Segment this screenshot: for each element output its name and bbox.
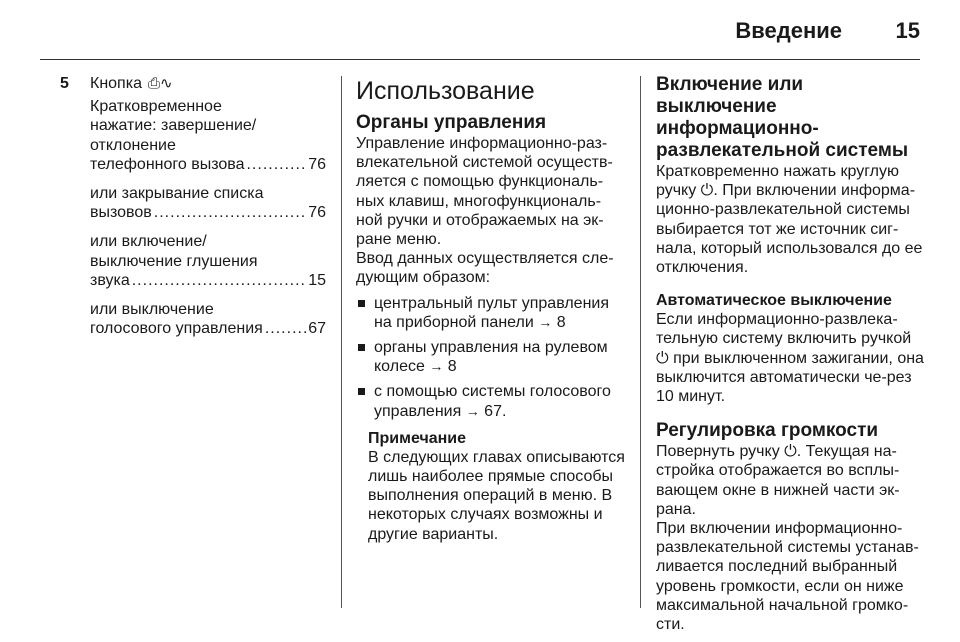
list-item: органы управления на рулевом колесе → 8: [356, 338, 626, 376]
toc-leader-line[interactable]: вызовов ..... 76: [90, 203, 326, 222]
list-item: Кратковременное нажатие: завершение/ отклонение телефонного вызова ..... 76: [64, 97, 326, 174]
phone-end-icon: ⎙∿: [147, 75, 173, 92]
column-divider-1: [341, 76, 342, 608]
page-number: 15: [895, 18, 920, 43]
page-ref-link[interactable]: 67: [308, 320, 326, 338]
column-1: [60, 74, 326, 338]
list-item: с помощью системы голосового управления → 67.: [356, 382, 626, 420]
paragraph: Кратковременно нажать круглую ручку ⏻. При включении информа-ционно-развлекательной системы выбирается тот же источник сиг-нала, который использовался до ее отключения.: [656, 163, 923, 277]
paragraph: При включении информационно-развлекательной системы устанав-ливается последний выбранный уровень громкости, если он ниже максимальной начальной громко-сти.: [656, 520, 919, 634]
paragraph: Ввод данных осуществляется сле-дующим образом:: [356, 250, 614, 287]
list-item: или включение/ выключение глушения звука ..... 15: [64, 232, 326, 290]
toc-leader-line[interactable]: голосового управления ..... 67: [90, 319, 326, 338]
note-box: [356, 429, 626, 544]
section-title: Введение: [735, 18, 842, 43]
button-heading: [64, 74, 326, 93]
button-label: Кнопка: [90, 75, 142, 92]
subsection-title: Регулировка громкости: [656, 420, 879, 442]
paragraph: Управление информационно-раз-влекательной системой осуществ-ляется с помощью функциональ-ных клавиш, многофункциональ-ной ручки и отображаемых на эк-ране меню.: [356, 135, 613, 249]
page-header: [0, 0, 960, 62]
chapter-title: Использование: [356, 77, 535, 105]
page-ref-link[interactable]: 8: [556, 313, 566, 331]
note-text: В следующих главах описываются лишь наиболее прямые способы выполнения операций в меню. В некоторых случаях возможны и другие варианты.: [368, 448, 625, 543]
toc-leader-line[interactable]: телефонного вызова ..... 76: [90, 155, 326, 174]
page-ref-link[interactable]: 76: [308, 155, 326, 173]
list-item: или выключение голосового управления ..... 67: [64, 300, 326, 338]
column-divider-2: [640, 76, 641, 608]
subsection-title: Включение или выключение информационно-развлекательной системы: [656, 74, 909, 161]
page-ref-link[interactable]: 67.: [484, 402, 507, 420]
list-item: или закрывание списка вызовов ..... 76: [64, 184, 326, 222]
subsection-title: Автоматическое выключение: [656, 292, 892, 310]
xref-arrow-icon: →: [465, 402, 480, 419]
column-2: [356, 74, 626, 544]
item-number: 5: [60, 75, 69, 92]
bullet-list: [356, 294, 626, 421]
page-ref-link[interactable]: 8: [447, 358, 457, 376]
header-divider: [40, 59, 920, 60]
paragraph: Повернуть ручку ⏻. Текущая на-стройка отображается во всплы-вающем окне в нижней части эк-рана.: [656, 443, 900, 518]
xref-arrow-icon: →: [538, 313, 553, 330]
subsection-title: Органы управления: [356, 112, 547, 133]
xref-arrow-icon: →: [429, 358, 444, 375]
page-ref-link[interactable]: 15: [308, 271, 326, 289]
paragraph: Если информационно-развлека-тельную систему включить ручкой ⏻ при выключенном зажигании, она выключится автоматически че-рез 10 минут.: [656, 311, 924, 406]
column-3: [656, 74, 924, 634]
page-ref-link[interactable]: 76: [308, 204, 326, 222]
note-title: Примечание: [368, 429, 467, 447]
list-item: центральный пульт управления на приборной панели → 8: [356, 294, 626, 332]
toc-leader-line[interactable]: звука ..... 15: [90, 271, 326, 290]
